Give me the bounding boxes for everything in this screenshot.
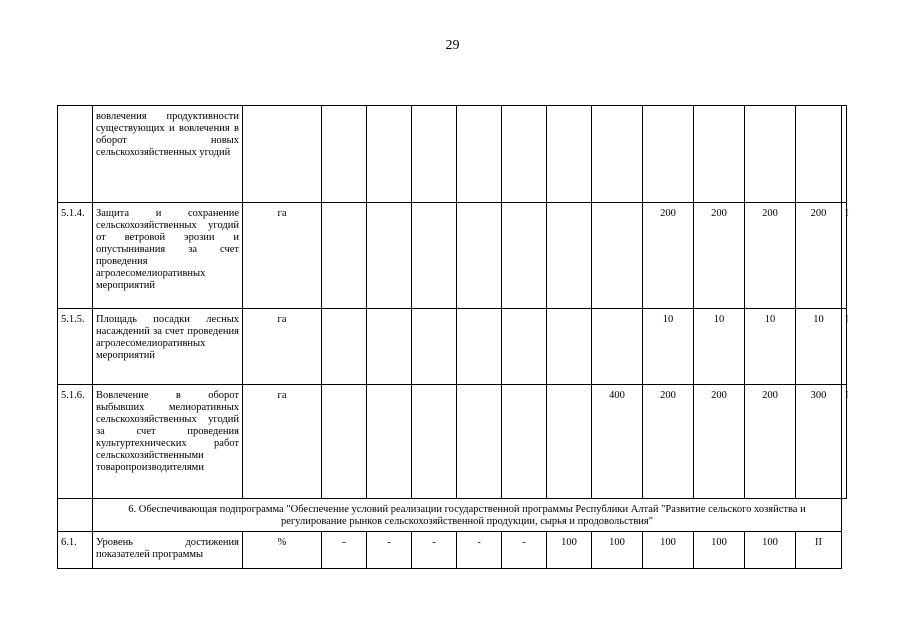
value-cell [502, 203, 547, 309]
row-number: 6.1. [58, 532, 93, 569]
value-cell: 200 [694, 385, 745, 499]
value-cell [367, 106, 412, 203]
indicator-name: Вовлечение в оборот выбывших мелиоративных сельскохозяйственных угодий за счет проведения культуртехнических работ сельскохозяйственными товаропроизводителями [93, 385, 243, 499]
row-number: 5.1.5. [58, 309, 93, 385]
value-cell: 200 [745, 203, 796, 309]
value-cell: - [412, 532, 457, 569]
value-cell: 200 [694, 203, 745, 309]
value-cell [322, 385, 367, 499]
value-cell [457, 203, 502, 309]
source-cell: I [842, 309, 847, 385]
value-cell [745, 106, 796, 203]
value-cell: 10 [694, 309, 745, 385]
value-cell [592, 309, 643, 385]
value-cell: - [367, 532, 412, 569]
indicator-name: Уровень достижения показателей программы [93, 532, 243, 569]
value-cell [322, 203, 367, 309]
value-cell [412, 203, 457, 309]
value-cell: 200 [796, 203, 842, 309]
unit-cell [243, 106, 322, 203]
value-cell [547, 106, 592, 203]
value-cell: 100 [592, 532, 643, 569]
section-title: 6. Обеспечивающая подпрограмма "Обеспечение условий реализации государственной программы Республики Алтай "Развитие сельского хозяйства и регулирование рынков сельскохозяйственной продукции, сырья и продовольствия" [93, 499, 842, 532]
value-cell: 300 [796, 385, 842, 499]
table-row [58, 106, 847, 203]
value-cell: 10 [796, 309, 842, 385]
value-cell [547, 385, 592, 499]
value-cell: - [502, 532, 547, 569]
indicator-name: вовлечения продуктивности существующих и вовлечения в оборот новых сельскохозяйственных угодий [93, 106, 243, 203]
section-empty-cell [58, 499, 93, 532]
value-cell [592, 106, 643, 203]
value-cell [694, 106, 745, 203]
value-cell [592, 203, 643, 309]
value-cell [547, 203, 592, 309]
value-cell: 10 [745, 309, 796, 385]
unit-cell: % [243, 532, 322, 569]
value-cell [457, 106, 502, 203]
value-cell: 10 [643, 309, 694, 385]
value-cell [322, 106, 367, 203]
value-cell: 100 [745, 532, 796, 569]
source-cell: II [796, 532, 842, 569]
page-number: 29 [445, 38, 460, 53]
indicator-name: Защита и сохранение сельскохозяйственных угодий от ветровой эрозии и опустынивания за счет проведения агролесомелиоративных мероприятий [93, 203, 243, 309]
row-number: 5.1.4. [58, 203, 93, 309]
value-cell [502, 385, 547, 499]
value-cell [547, 309, 592, 385]
section-row [58, 499, 847, 532]
unit-cell: га [243, 203, 322, 309]
table-row [58, 532, 847, 569]
value-cell [643, 106, 694, 203]
value-cell: 100 [694, 532, 745, 569]
value-cell: - [457, 532, 502, 569]
value-cell [367, 385, 412, 499]
value-cell [412, 385, 457, 499]
source-cell: I [842, 385, 847, 499]
value-cell [322, 309, 367, 385]
indicator-name: Площадь посадки лесных насаждений за счет проведения агролесомелиоративных мероприятий [93, 309, 243, 385]
value-cell [412, 309, 457, 385]
row-number [58, 106, 93, 203]
value-cell: 100 [547, 532, 592, 569]
value-cell: 100 [643, 532, 694, 569]
value-cell: 200 [643, 385, 694, 499]
value-cell [457, 309, 502, 385]
table-row [58, 203, 847, 309]
table-row [58, 309, 847, 385]
value-cell: 200 [745, 385, 796, 499]
value-cell: 400 [592, 385, 643, 499]
value-cell [796, 106, 842, 203]
table-row [58, 385, 847, 499]
value-cell [412, 106, 457, 203]
unit-cell: га [243, 309, 322, 385]
unit-cell: га [243, 385, 322, 499]
source-cell: I [842, 203, 847, 309]
source-cell [842, 106, 847, 203]
value-cell [502, 309, 547, 385]
value-cell [367, 203, 412, 309]
value-cell [502, 106, 547, 203]
row-number: 5.1.6. [58, 385, 93, 499]
indicators-table [57, 105, 847, 569]
value-cell: 200 [643, 203, 694, 309]
value-cell: - [322, 532, 367, 569]
value-cell [457, 385, 502, 499]
value-cell [367, 309, 412, 385]
